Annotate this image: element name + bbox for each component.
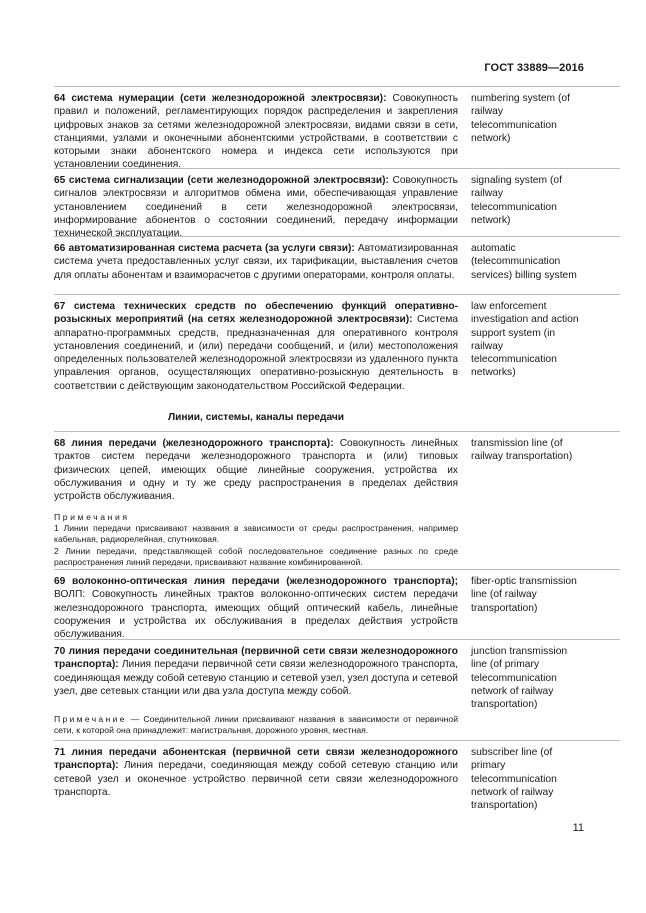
term-text: Автоматизированная система учета предоставленных услуг связи, их тарификации, выставления счетов для оплаты абонентам и взаиморасчетов с другими операторами, контроля оплаты. [54,243,458,281]
term-definition [54,746,458,799]
term-definition [54,437,458,503]
term-entry-71 [54,740,620,812]
term-entry-70 [54,639,620,711]
term-english: law enforcement investigation and action support system (in railway telecommunication networks) [471,301,579,379]
notes-heading: Примечания [54,512,130,522]
term-entry-64 [54,86,620,171]
term-english: signaling system (of railway telecommunication network) [471,175,562,226]
note-text: — Соединительной линии присваивают названия в зависимости от первичной сети, к которой она принадлежит: магистральная, дорожного уровня, местная. [54,714,458,736]
term-entry-65 [54,168,620,240]
term-definition [54,300,458,393]
term-68-notes [54,512,458,568]
term-text: Совокупность линейных трактов систем передачи железнодорожного транспорта и (или) типовых физических цепей, имеющих общие линейные сооружения, устройства их обслуживания и одну и ту же среду распространения в пределах действия устройств обслуживания. [54,438,458,503]
term-english: junction transmission line (of primary telecommunication network of railway transportation) [471,646,568,711]
term-definition [54,174,458,240]
term-text: Линия передачи первичной сети связи железнодорожного транспорта, соединяющая между собой сетевую станцию и сетевой узел, узел доступа и сетевой узел, две сетевых станции или два узла доступа между собой. [54,659,458,697]
term-text: ВОЛП: Совокупность линейных трактов волоконно-оптических систем передачи железнодорожного транспорта, имеющих общий оптический кабель, линейные сооружения и устройства их обслуживания в пределах действия устройств обслуживания. [54,589,458,641]
term-title: 66 автоматизированная система расчета (за услуги связи): [54,243,355,254]
term-title: 65 система сигнализации (сети железнодорожной электросвязи): [54,175,389,186]
term-text: Совокупность сигналов электросвязи и алгоритмов обмена ими, обеспечивающая управление установлением соединений в сети железнодорожной электросвязи, информирование абонентов о состоянии соединений, передачу информации технической эксплуатации. [54,175,458,240]
term-entry-69 [54,569,620,641]
term-70-note [54,714,458,736]
term-text: Линия передачи, соединяющая между собой сетевую станцию или сетевой узел и оконечное устройство первичной сети связи железнодорожного транспорта. [54,760,458,798]
term-english: subscriber line (of primary telecommunication network of railway transportation) [471,747,557,812]
note-heading: Примечание [54,714,127,724]
note-item: 2 Линии передачи, представляющей собой последовательное соединение разных по среде распространения линий передачи, присваивают название комбинированной. [54,545,458,567]
term-english: transmission line (of railway transportation) [471,438,573,463]
section-heading: Линии, системы, каналы передачи [167,412,345,423]
term-english: numbering system (of railway telecommunication network) [471,93,571,144]
term-definition [54,645,458,698]
term-title: 70 линия передачи соединительная (первичной сети связи железнодорожного транспорта): [54,646,458,671]
term-entry-67 [54,294,620,392]
term-text: Система аппаратно-программных средств, предназначенная для оперативного контроля установления соединений, и (или) передачи сообщений, и (или) местоположения определенных пользователей железнодорожной электросвязи из удаленного пункта управления органов, осуществляющих оперативно-розыскную деятельность в соответствии с действующим законодательством Российской Федерации. [54,314,458,392]
term-definition [54,242,458,282]
term-title: 64 система нумерации (сети железнодорожной электросвязи): [54,93,387,104]
term-definition [54,92,458,172]
term-entry-66 [54,236,620,281]
term-title: 69 волоконно-оптическая линия передачи (железнодорожного транспорта); [54,576,458,587]
term-text: Совокупность правил и положений, регламентирующих порядок распределения и закрепления цифровых знаков за сетями железнодорожной электросвязи, видами связи в сети, станциями, узлами и оконечными абонентскими устройствами, в соответствии с которыми знаки абонентского номера и индекса сети используются при установлении соединения. [54,93,458,171]
term-title: 68 линия передачи (железнодорожного транспорта): [54,438,334,449]
page-number: 11 [572,822,584,834]
term-definition [54,575,458,641]
term-title: 67 система технических средств по обеспечению функций оперативно-розыскных мероприятий (на сетях железнодорожной электросвязи): [54,301,458,326]
document-header: ГОСТ 33889—2016 [484,62,584,74]
term-entry-68 [54,431,620,503]
term-english: automatic (telecommunication services) billing system [471,243,577,281]
note-item: 1 Линии передачи присваивают названия в зависимости от среды распространения, например кабельная, радиорелейная, спутниковая. [54,523,458,545]
term-title: 71 линия передачи абонентская (первичной сети связи железнодорожного транспорта): [54,747,458,772]
term-english: fiber-optic transmission line (of railway transportation) [471,576,577,614]
